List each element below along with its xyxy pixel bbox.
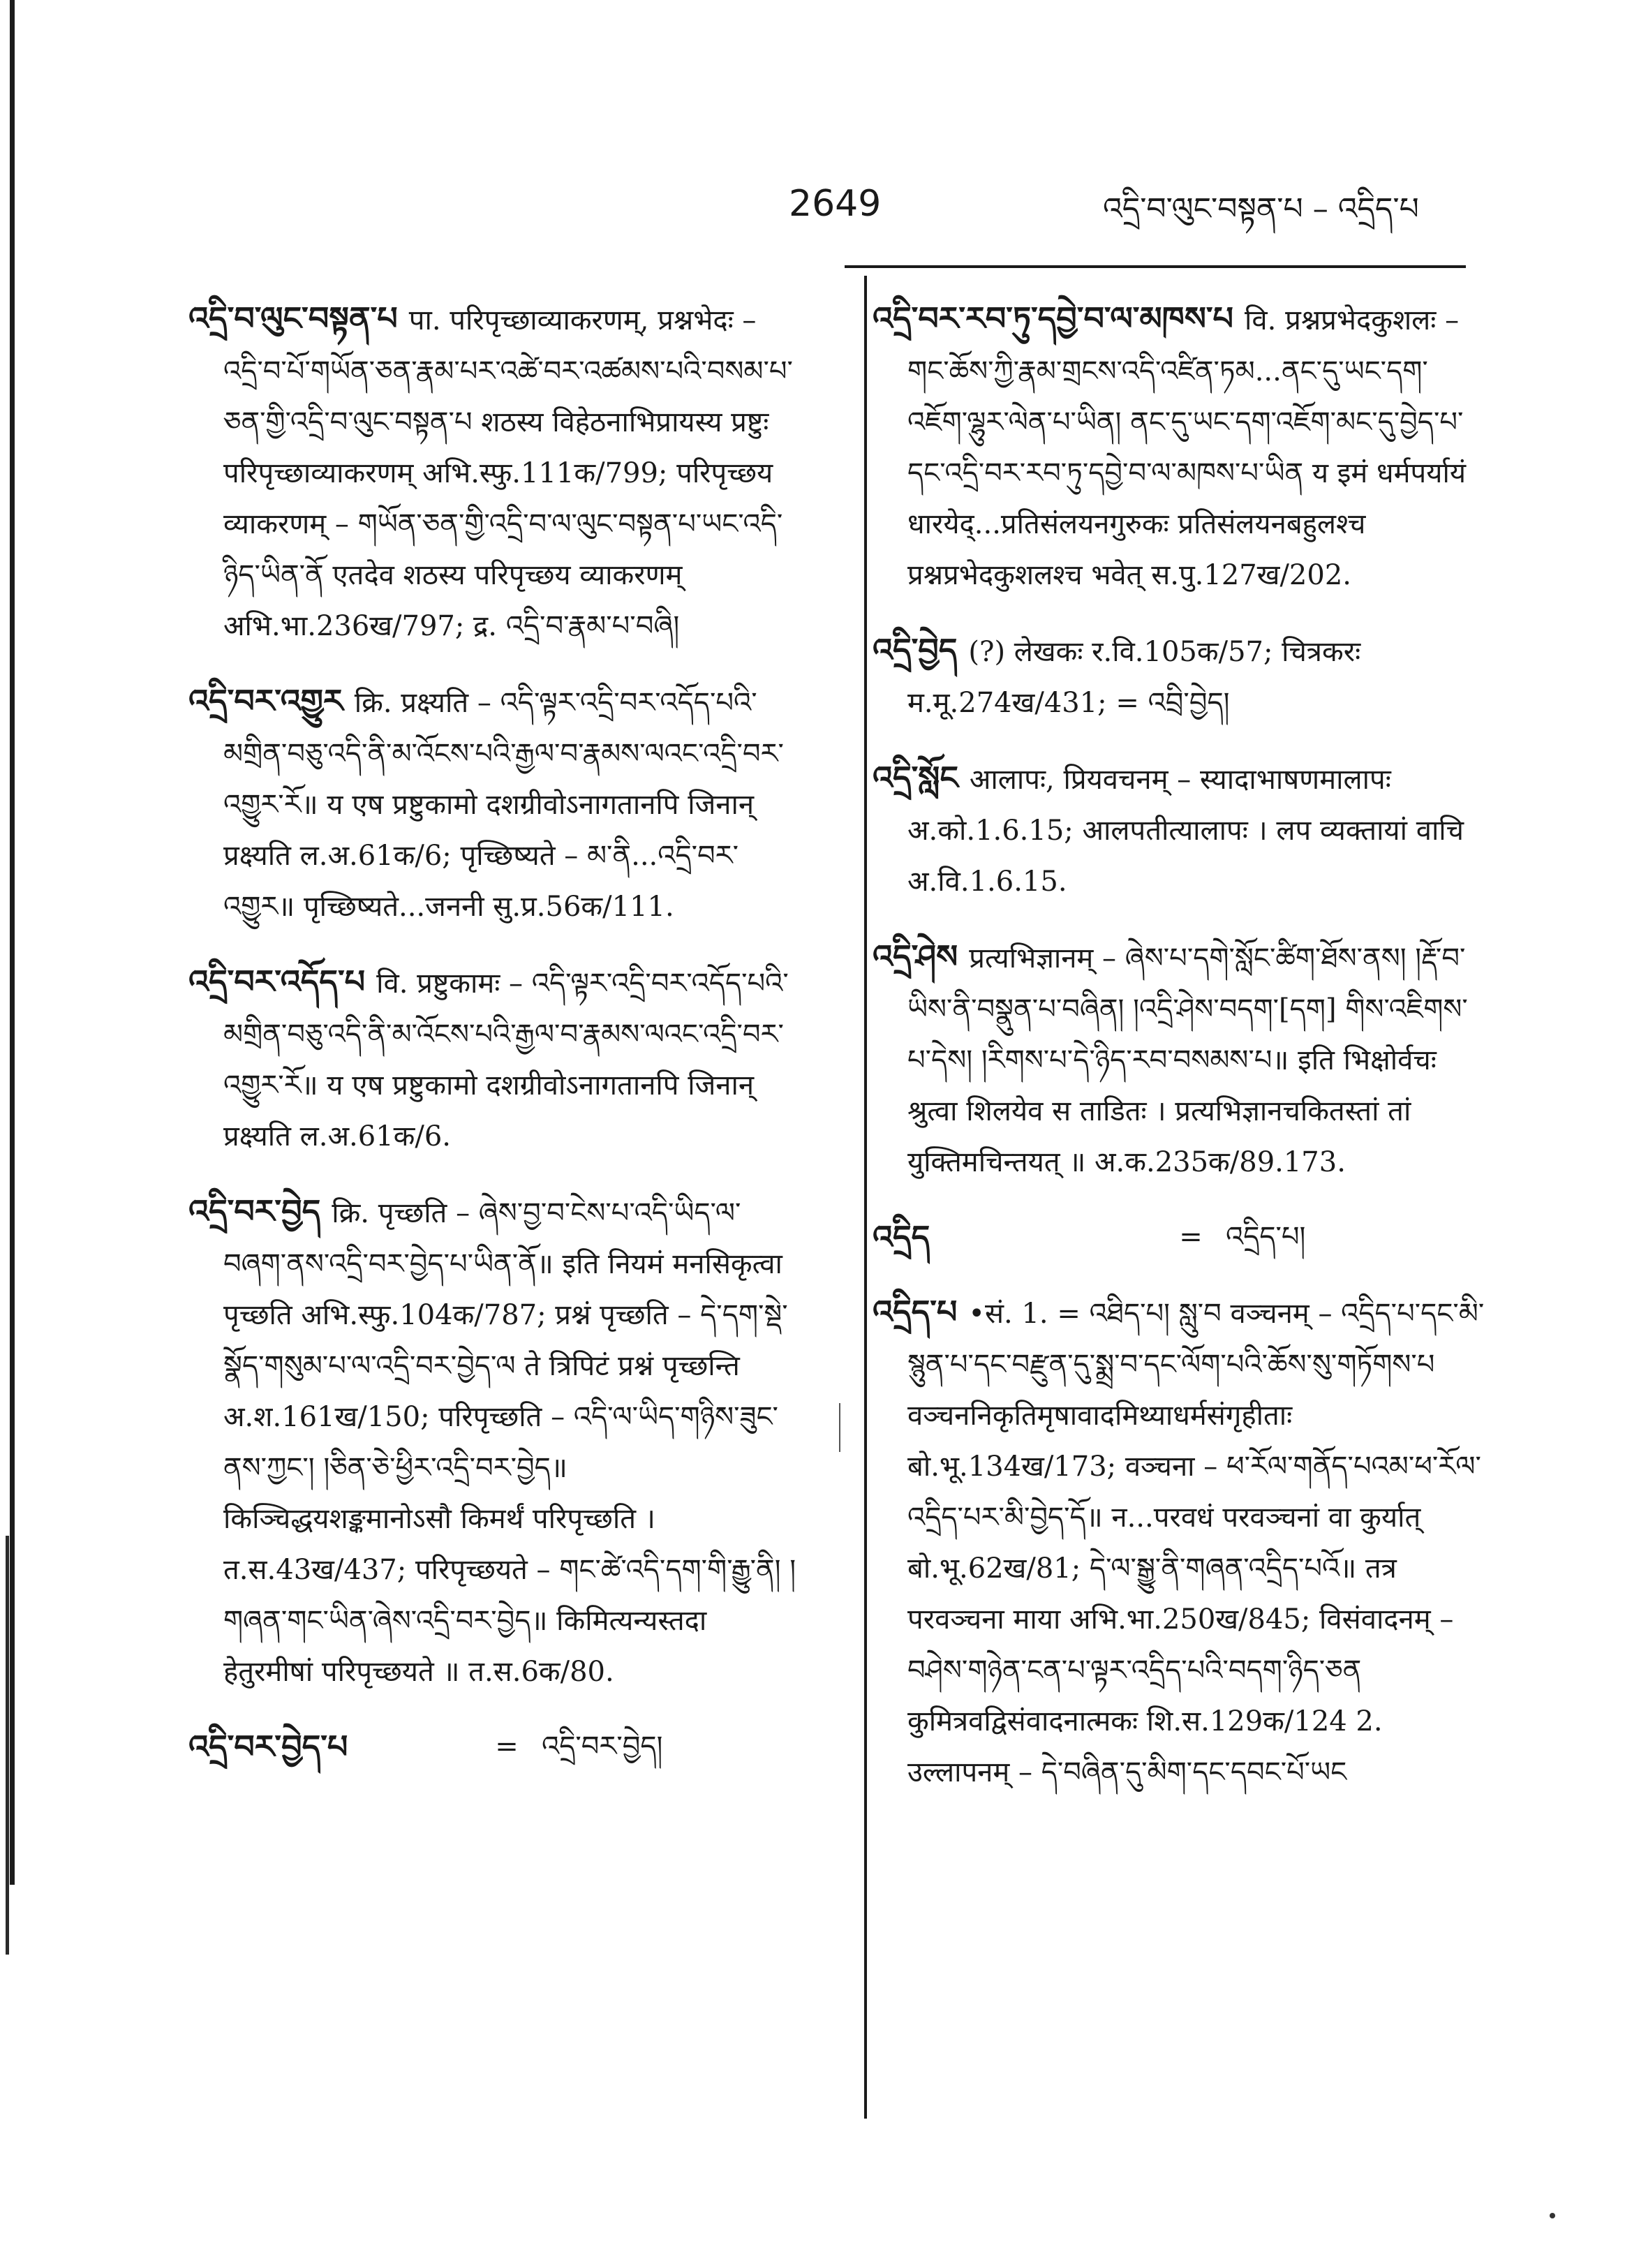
right-column <box>873 293 1487 1822</box>
scan-edge-bar-lower <box>6 1536 9 1955</box>
equals-sign: = <box>1179 1221 1203 1253</box>
dictionary-entry <box>188 676 803 933</box>
dictionary-entry <box>873 1287 1487 1798</box>
scan-speck <box>1550 2213 1555 2218</box>
headword: འདྲི་བར་འདོད་པ <box>188 963 366 1000</box>
entry-body: वि. प्रष्टुकामः – འདི་ལྟར་འདྲི་བར་འདོད་པའི་མགྲིན་བཅུ་འདི་ནི་མ་འོངས་པའི་རྒྱལ་བ་རྣམས་ལའང་འདྲི་བར་འགྱུར་རོ॥ य एष प्रष्टुकामो दशग्रीवोऽनागतानपि जिनान् प्रक्ष्यति ल.अ.61क/6. <box>223 968 789 1152</box>
page-number: 2649 <box>789 183 882 225</box>
dictionary-entry <box>873 753 1487 907</box>
entry-body: आलापः, प्रियवचनम् – स्यादाभाषणमालापः अ.को.1.6.15; आलपतीत्यालापः । लप व्यक्तायां वाचि अ.वि.1.6.15. <box>907 764 1464 898</box>
running-head: འདྲི་བ་ལུང་བསྟན་པ – འདྲིད་པ <box>1103 191 1419 227</box>
equals-sign: = <box>495 1730 519 1763</box>
entry-body: (?) लेखकः र.वि.105क/57; चित्रकरः म.मू.274ख/431; = འབྲི་བྱེད། <box>907 636 1361 719</box>
dictionary-entry <box>188 956 803 1162</box>
left-column <box>188 293 803 1796</box>
dictionary-entry <box>873 931 1487 1188</box>
entry-body: क्रि. पृच्छति – ཞེས་བྱ་བ་ངེས་པ་འདི་ཡིད་ལ་བཞག་ནས་འདྲི་བར་བྱེད་པ་ཡིན་ནོ॥ इति नियमं मनसिकृत्वा पृच्छति अभि.स्फु.104क/787; प्रश्नं पृच्छति – དེ་དག་སྡེ་སྣོད་གསུམ་པ་ལ་འདྲི་བར་བྱེད་ལ ते त्रिपिटं प्रश्नं पृच्छन्ति अ.श.161ख/150; परिपृच्छति – འདི་ལ་ཡིད་གཉིས་ཟུང་ནས་ཀྱང་། །ཅིན་ཅེ་ཕྱིར་འདྲི་བར་བྱེད॥ किञ्चिद्धयशङ्कमानोऽसौ किमर्थं परिपृच्छति । त.स.43ख/437; परिपृच्छयते – གང་ཚེ་འདི་དག་གི་རྒྱུ་ནི། །གཞན་གང་ཡིན་ཞེས་འདྲི་བར་བྱེད॥ किमित्यन्यस्तदा हेतुरमीषां परिपृच्छयते ॥ त.स.6क/80. <box>223 1197 796 1688</box>
headword: འདྲིད་པ <box>873 1293 958 1331</box>
gutter-mark <box>839 1403 840 1452</box>
scan-edge-bar <box>10 0 15 1885</box>
cross-reference: འདྲི་བར་བྱེད། <box>542 1730 663 1763</box>
headword: འདྲི་བར་རབ་ཏུ་དབྱེ་བ་ལ་མཁས་པ <box>873 299 1234 337</box>
headword: འདྲི་བར་བྱེད <box>188 1192 321 1230</box>
headword: འདྲི་བྱེད <box>873 631 958 669</box>
headword: འདྲི་བར་འགྱུར <box>188 682 343 720</box>
entry-body: वि. प्रश्नप्रभेदकुशलः – གང་ཆོས་ཀྱི་རྣམ་གྲངས་འདི་འཛིན་ཏམ...ནང་དུ་ཡང་དག་འཇོག་ལྷུར་ལེན་པ་ཡིན། ནང་དུ་ཡང་དག་འཇོག་མང་དུ་བྱེད་པ་དང་འདྲི་བར་རབ་ཏུ་དབྱེ་བ་ལ་མཁས་པ་ཡིན य इमं धर्मपर्यायं धारयेद्...प्रतिसंलयनगुरुकः प्रतिसंलयनबहुलश्च प्रश्नप्रभेदकुशलश्च भवेत् स.पु.127ख/202. <box>907 304 1467 591</box>
headword: འདྲི་བ་ལུང་བསྟན་པ <box>188 299 398 337</box>
cross-reference-entry <box>873 1212 1487 1263</box>
cross-reference: འདྲིད་པ། <box>1226 1221 1306 1253</box>
entry-body: क्रि. प्रक्ष्यति – འདི་ལྟར་འདྲི་བར་འདོད་པའི་མགྲིན་བཅུ་འདི་ནི་མ་འོངས་པའི་རྒྱལ་བ་རྣམས་ལའང་འདྲི་བར་འགྱུར་རོ॥ य एष प्रष्टुकामो दशग्रीवोऽनागतानपि जिनान् प्रक्ष्यति ल.अ.61क/6; पृच्छिष्यते – མ་ནི...འདྲི་བར་འགྱུར॥ पृच्छिष्यते...जननी सु.प्र.56क/111. <box>223 687 784 923</box>
entry-body: प्रत्यभिज्ञानम् – ཞེས་པ་དགེ་སློང་ཚིག་ཐོས་ནས། །རྡོ་བ་ཡིས་ནི་བསྣུན་པ་བཞིན། །འདྲི་ཤེས་བདག་[དག] གིས་འཇིགས་པ་དེས། །རིགས་པ་དེ་ཉིད་རབ་བསམས་པ॥ इति भिक्षोर्वचः श्रुत्वा शिलयेव स ताडितः । प्रत्यभिज्ञानचकितस्तां तां युक्तिमचिन्तयत् ॥ अ.क.235क/89.173. <box>907 942 1468 1178</box>
dictionary-entry <box>873 293 1487 601</box>
headword: འདྲི་བར་བྱེད་པ <box>188 1728 348 1765</box>
dictionary-entry <box>188 1186 803 1698</box>
headword: འདྲི་སློང <box>873 759 958 796</box>
headword: འདྲི་ཤེས <box>873 937 958 975</box>
headword: འདྲིད <box>873 1218 930 1256</box>
column-divider <box>864 276 867 2119</box>
dictionary-entry <box>188 293 803 652</box>
cross-reference-entry <box>188 1721 803 1772</box>
header-rule <box>845 265 1466 268</box>
entry-body: पा. परिपृच्छाव्याकरणम्, प्रश्नभेदः – འདྲི་བ་པོ་གཡོན་ཅན་རྣམ་པར་འཚེ་བར་འཚམས་པའི་བསམ་པ་ཅན་གྱི་འདྲི་བ་ལུང་བསྟན་པ शठस्य विहेठनाभिप्रायस्य प्रष्टुः परिपृच्छाव्याकरणम् अभि.स्फु.111क/799; परिपृच्छय व्याकरणम् – གཡོན་ཅན་གྱི་འདྲི་བ་ལ་ལུང་བསྟན་པ་ཡང་འདི་ཉིད་ཡིན་ནོ एतदेव शठस्य परिपृच्छय व्याकरणम् अभि.भा.236ख/797; द्र. འདྲི་བ་རྣམ་པ་བཞི། <box>223 304 793 642</box>
entry-body: •सं. 1. = འཐིད་པ། སླུ་བ वञ्चनम् – འདྲིད་པ་དང་མི་སྙུན་པ་དང་བརྫུན་དུ་སྨྲ་བ་དང་ལོག་པའི་ཆོས་སུ་གཏོགས་པ वञ्चननिकृतिमृषावादमिथ्याधर्मसंगृहीताः बो.भू.134ख/173; वञ्चना – ཕ་རོལ་གནོད་པའམ་ཕ་རོལ་འདྲིད་པར་མི་བྱེད་དོ॥ न...परवधं परवञ्चनां वा कुर्यात् बो.भू.62ख/81; དེ་ལ་སྒྱུ་ནི་གཞན་འདྲིད་པའོ॥ तत्र परवञ्चना माया अभि.भा.250ख/845; विसंवादनम् – བཤེས་གཉེན་ངན་པ་ལྟར་འདྲིད་པའི་བདག་ཉིད་ཅན कुमित्रवद्विसंवादनात्मकः शि.स.129क/124 2. उल्लापनम् – དེ་བཞིན་དུ་མིག་དང་དབང་པོ་ཡང <box>907 1298 1485 1788</box>
dictionary-entry <box>873 625 1487 729</box>
